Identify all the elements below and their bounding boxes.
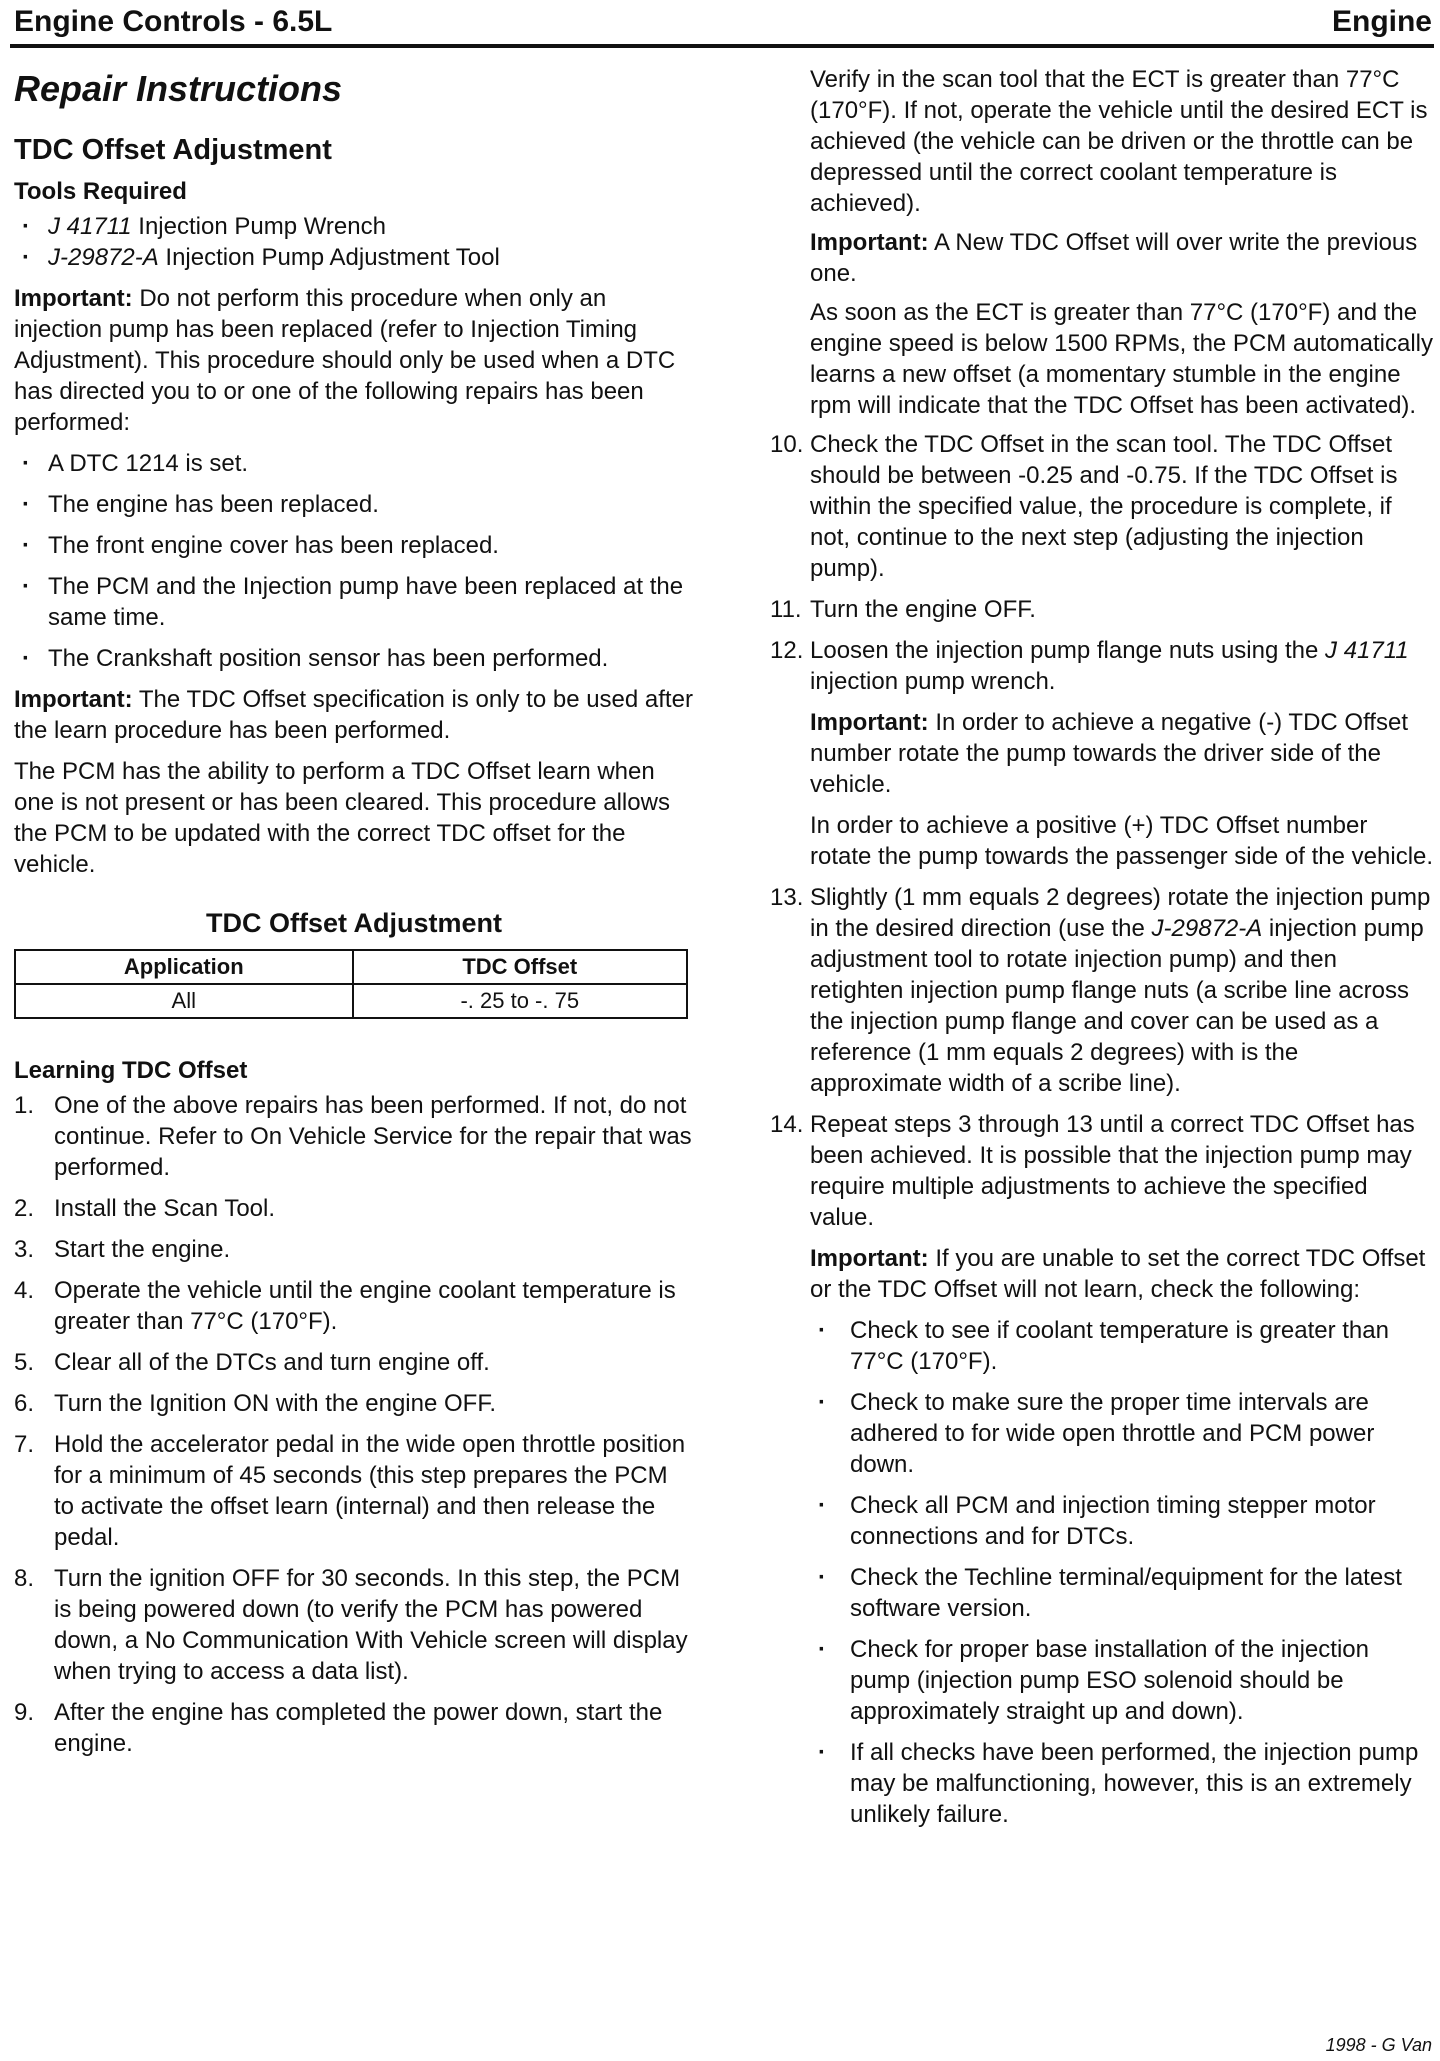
repairs-list [14, 448, 694, 674]
tools-heading: Tools Required [14, 178, 187, 205]
important-note: Important: In order to achieve a negative (-) TDC Offset number rotate the pump towards the driver side of the vehicle. [810, 709, 1408, 798]
step: 7. Hold the accelerator pedal in the wide open throttle position for a minimum of 45 seconds (this step prepares the PCM to activate the offset learn (internal) and then release the pedal. [14, 1431, 686, 1551]
step: 6. Turn the Ignition ON with the engine OFF. [14, 1390, 496, 1417]
step: 9. After the engine has completed the power down, start the engine. [14, 1699, 663, 1757]
list-item: · Check for proper base installation of the injection pump (injection pump ESO solenoid should be approximately straight up and down). [810, 1634, 1434, 1727]
step: 8. Turn the ignition OFF for 30 seconds. In this step, the PCM is being powered down (to verify the PCM has powered down, a No Communication With Vehicle screen will display when trying to access a data list). [14, 1565, 688, 1685]
table-title: TDC Offset Adjustment [206, 908, 502, 938]
paragraph: Verify in the scan tool that the ECT is greater than 77°C (170°F). If not, operate the vehicle until the desired ECT is achieved (the vehicle can be driven or the throttle can be depressed until the correct coolant temperature is achieved). [810, 66, 1428, 217]
important-note: Important: If you are unable to set the correct TDC Offset or the TDC Offset will not learn, check the following: [810, 1245, 1426, 1303]
tool-item: · J-29872-A Injection Pump Adjustment Tool [14, 242, 694, 273]
right-column [770, 64, 1434, 1840]
paragraph: The PCM has the ability to perform a TDC Offset learn when one is not present or has been cleared. This procedure allows the PCM to be updated with the correct TDC offset for the vehicle. [14, 758, 670, 878]
page-footer: 1998 - G Van [1325, 2035, 1432, 2055]
steps-list [14, 1090, 694, 1759]
step: 4. Operate the vehicle until the engine coolant temperature is greater than 77°C (170°F). [14, 1277, 676, 1335]
list-item: · Check all PCM and injection timing stepper motor connections and for DTCs. [810, 1490, 1434, 1552]
important-note: Important: A New TDC Offset will over write the previous one. [810, 229, 1418, 287]
step: 2. Install the Scan Tool. [14, 1195, 276, 1222]
header-left: Engine Controls - 6.5L [14, 5, 333, 38]
header-rule [10, 44, 1434, 48]
step: 1. One of the above repairs has been performed. If not, do not continue. Refer to On Vehicle Service for the repair that was performed. [14, 1092, 692, 1181]
spec-table [14, 949, 688, 1019]
list-item: · The PCM and the Injection pump have been replaced at the same time. [14, 571, 694, 633]
step: 5. Clear all of the DTCs and turn engine off. [14, 1349, 490, 1376]
list-item: · The Crankshaft position sensor has been performed. [14, 643, 694, 674]
step: 11. Turn the engine OFF. [770, 596, 1036, 623]
step: 14. Repeat steps 3 through 13 until a correct TDC Offset has been achieved. It is possible that the injection pump may require multiple adjustments to achieve the specified value. Important: If you are unable to set the correct TDC Offset or the TDC Offset will not learn, check the following: · Check to see if coolant temperature is greater than 77°C (170°F). · Check to make sure the proper time intervals are adhered to for wide open throttle and PCM power down. · Check all PCM and injection timing stepper motor connections and for DTCs. · Check the Techline terminal/equipment for the latest software version. · Check for proper base installation of the injection pump (injection pump ESO solenoid should be approximately straight up and down). · If all checks have been performed, the injection pump may be malfunctioning, however, this is an extremely unlikely failure. [770, 1109, 1434, 1830]
paragraph: In order to achieve a positive (+) TDC Offset number rotate the pump towards the passenger side of the vehicle. [810, 812, 1434, 870]
step: 13. Slightly (1 mm equals 2 degrees) rotate the injection pump in the desired direction (use the J-29872-A injection pump adjustment tool to rotate injection pump) and then retighten injection pump flange nuts (a scribe line across the injection pump flange and cover can be used as a reference (1 mm equals 2 degrees) with is the approximate width of a scribe line). [770, 884, 1431, 1097]
step: 3. Start the engine. [14, 1236, 231, 1263]
paragraph: As soon as the ECT is greater than 77°C (170°F) and the engine speed is below 1500 RPMs, the PCM automatically learns a new offset (a momentary stumble in the engine rpm will indicate that the TDC Offset has been activated). [810, 299, 1433, 419]
list-item: · The engine has been replaced. [14, 489, 694, 520]
important-note: Important: Do not perform this procedure when only an injection pump has been replaced (refer to Injection Timing Adjustment). This procedure should only be used when a DTC has directed you to or one of the following repairs has been performed: [14, 285, 676, 436]
list-item: · If all checks have been performed, the injection pump may be malfunctioning, however, this is an extremely unlikely failure. [810, 1737, 1434, 1830]
table-header: TDC Offset [353, 950, 687, 984]
section-title: TDC Offset Adjustment [14, 134, 332, 166]
step: 10. Check the TDC Offset in the scan tool. The TDC Offset should be between -0.25 and -0.75. If the TDC Offset is within the specified value, the procedure is complete, if not, continue to the next step (adjusting the injection pump). [770, 431, 1398, 582]
tool-item: · J 41711 Injection Pump Wrench [14, 211, 694, 242]
important-note: Important: The TDC Offset specification is only to be used after the learn procedure has been performed. [14, 686, 693, 744]
list-item: · The front engine cover has been replaced. [14, 530, 694, 561]
header-right: Engine [1331, 5, 1432, 38]
list-item: · Check to see if coolant temperature is greater than 77°C (170°F). [810, 1315, 1434, 1377]
checks-list [810, 1315, 1434, 1830]
step: 12. Loosen the injection pump flange nuts using the J 41711 injection pump wrench. Important: In order to achieve a negative (-) TDC Offset number rotate the pump towards the driver side of the vehicle. In order to achieve a positive (+) TDC Offset number rotate the pump towards the passenger side of the vehicle. [770, 637, 1434, 870]
list-item: · Check to make sure the proper time intervals are adhered to for wide open throttle and PCM power down. [810, 1387, 1434, 1480]
left-column [14, 64, 694, 1769]
page-title: Repair Instructions [14, 68, 343, 109]
steps-list-continued [770, 429, 1434, 1830]
list-item: · A DTC 1214 is set. [14, 448, 694, 479]
table-row: All -. 25 to -. 75 [15, 984, 687, 1018]
table-header: Application [15, 950, 353, 984]
learning-heading: Learning TDC Offset [14, 1057, 248, 1084]
tools-list [14, 211, 694, 273]
list-item: · Check the Techline terminal/equipment for the latest software version. [810, 1562, 1434, 1624]
